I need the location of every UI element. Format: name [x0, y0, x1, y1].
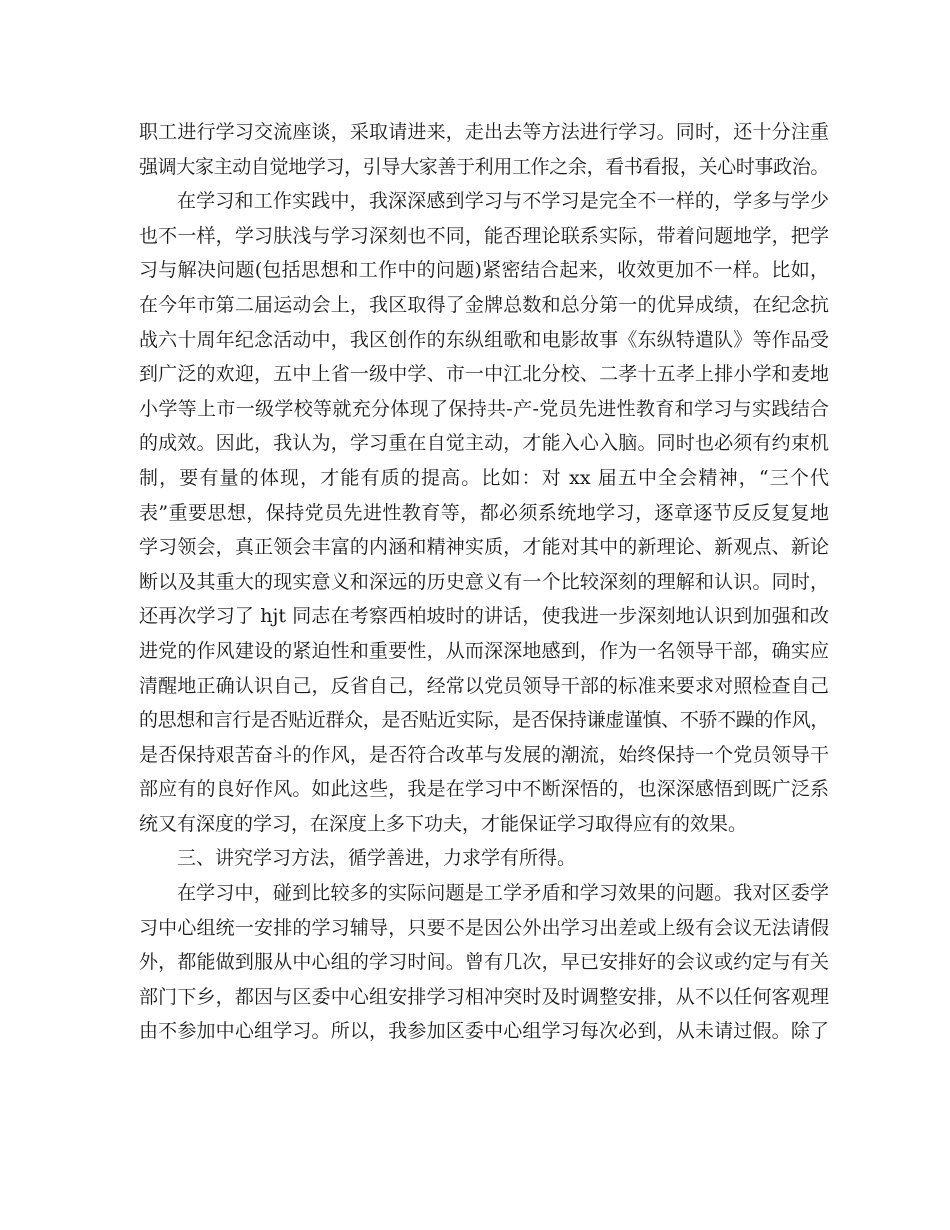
text-line: 在学习中，碰到比较多的实际问题是工学矛盾和学习效果的问题。我对区委学 — [177, 882, 829, 905]
text-line: 在今年市第二届运动会上，我区取得了金牌总数和总分第一的优异成绩，在纪念抗 — [139, 293, 829, 316]
text-line: 战六十周年纪念活动中，我区创作的东纵组歌和电影故事《东纵特遣队》等作品受 — [139, 328, 829, 351]
text-line: 还再次学习了 hjt 同志在考察西柏坡时的讲话，使我进一步深刻地认识到加强和改 — [139, 605, 829, 628]
text-line: 三、讲究学习方法，循学善进，力求学有所得。 — [177, 847, 577, 870]
text-line: 在学习和工作实践中，我深深感到学习与不学习是完全不一样的，学多与学少 — [177, 190, 829, 213]
text-line: 表”重要思想，保持党员先进性教育等，都必须系统地学习，逐章逐节反反复复地 — [139, 501, 829, 524]
text-line: 职工进行学习交流座谈，采取请进来，走出去等方法进行学习。同时，还十分注重 — [139, 121, 829, 143]
text-line: 部门下乡，都因与区委中心组安排学习相冲突时及时调整安排，从不以任何客观理 — [139, 985, 829, 1008]
text-line: 断以及其重大的现实意义和深远的历史意义有一个比较深刻的理解和认识。同时， — [139, 570, 829, 593]
text-line: 进党的作风建设的紧迫性和重要性，从而深深地感到，作为一名领导干部，确实应 — [139, 639, 829, 662]
text-line: 部应有的良好作风。如此这些，我是在学习中不断深悟的，也深深感悟到既广泛系 — [139, 778, 829, 801]
text-line: 习中心组统一安排的学习辅导，只要不是因公外出学习出差或上级有会议无法请假 — [139, 916, 829, 939]
text-line: 清醒地正确认识自己，反省自己，经常以党员领导干部的标准来要求对照检查自己 — [139, 674, 829, 697]
text-line: 学习领会，真正领会丰富的内涵和精神实质，才能对其中的新理论、新观点、新论 — [139, 536, 829, 559]
text-line: 是否保持艰苦奋斗的作风，是否符合改革与发展的潮流，始终保持一个党员领导干 — [139, 743, 829, 766]
text-line: 强调大家主动自觉地学习，引导大家善于利用工作之余，看书看报，关心时事政治。 — [139, 155, 829, 178]
text-line: 的成效。因此，我认为，学习重在自觉主动，才能入心入脑。同时也必须有约束机 — [139, 432, 829, 455]
text-line: 外，都能做到服从中心组的学习时间。曾有几次，早已安排好的会议或约定与有关 — [139, 951, 829, 974]
document-body — [139, 115, 829, 1049]
text-line: 习与解决问题(包括思想和工作中的问题)紧密结合起来，收效更加不一样。比如， — [139, 259, 829, 282]
text-line: 的思想和言行是否贴近群众，是否贴近实际，是否保持谦虚谨慎、不骄不躁的作风， — [139, 709, 829, 732]
text-line: 小学等上市一级学校等就充分体现了保持共-产-党员先进性教育和学习与实践结合 — [139, 397, 829, 420]
text-line: 制，要有量的体现，才能有质的提高。比如：对 xx 届五中全会精神，“三个代 — [139, 466, 829, 489]
text-line: 到广泛的欢迎，五中上省一级中学、市一中江北分校、二孝十五孝上排小学和麦地 — [139, 363, 829, 386]
text-line: 统又有深度的学习，在深度上多下功夫，才能保证学习取得应有的效果。 — [139, 812, 748, 835]
text-line: 由不参加中心组学习。所以，我参加区委中心组学习每次必到，从未请过假。除了 — [139, 1020, 829, 1043]
text-line: 也不一样，学习肤浅与学习深刻也不同，能否理论联系实际，带着问题地学，把学 — [139, 224, 829, 247]
